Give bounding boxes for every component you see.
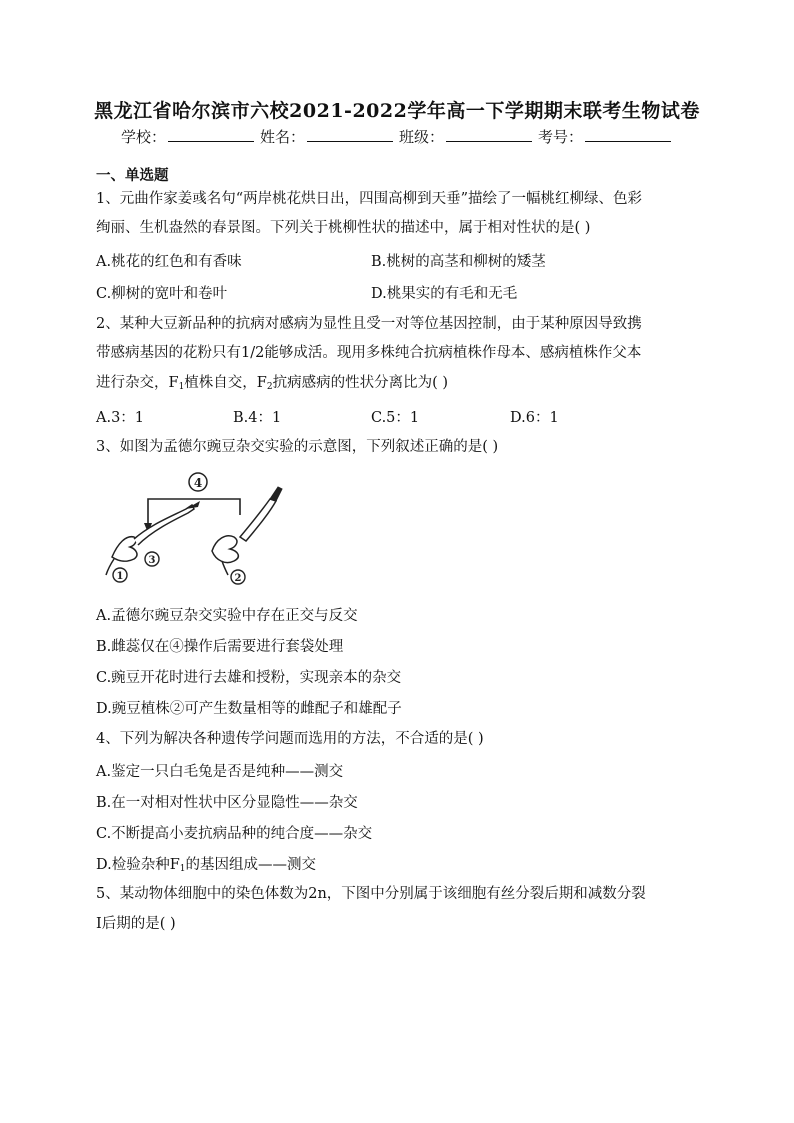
q2-line3-part1: 进行杂交，F xyxy=(96,375,179,391)
q3-option-a: A.孟德尔豌豆杂交实验中存在正交与反交 xyxy=(96,608,358,624)
right-brush xyxy=(240,499,276,541)
q2-subscript-2: 2 xyxy=(266,382,273,392)
class-blank[interactable] xyxy=(446,127,532,142)
q3-stem: 3、如图为孟德尔豌豆杂交实验的示意图，下列叙述正确的是( ) xyxy=(96,439,499,455)
q2-line3-part2: 植株自交，F xyxy=(184,375,267,391)
q3-option-c: C.豌豆开花时进行去雄和授粉，实现亲本的杂交 xyxy=(96,670,402,686)
left-flower xyxy=(112,537,137,561)
q4-option-a: A.鉴定一只白毛兔是否是纯种——测交 xyxy=(96,764,344,780)
right-brush-handle xyxy=(270,487,282,501)
section-title: 一、单选题 xyxy=(96,167,169,184)
figure-num-1: 1 xyxy=(116,571,124,582)
q1-option-a: A.桃花的红色和有香味 xyxy=(96,254,242,270)
q4-option-d-part1: D.检验杂种F xyxy=(96,857,180,873)
q4-subscript: 1 xyxy=(179,864,186,874)
q2-stem-line1: 2、某种大豆新品种的抗病对感病为显性且受一对等位基因控制，由于某种原因导致携 xyxy=(96,316,642,332)
q1-option-b: B.桃树的高茎和柳树的矮茎 xyxy=(371,254,546,270)
q1-option-d: D.桃果实的有毛和无毛 xyxy=(371,286,518,302)
left-tool xyxy=(134,505,194,545)
school-label: 学校： xyxy=(120,128,166,146)
q2-line3-part3: 抗病感病的性状分离比为( ) xyxy=(272,375,449,391)
q5-stem-line2: Ⅰ后期的是( ) xyxy=(96,916,176,932)
q4-stem: 4、下列为解决各种遗传学问题而选用的方法，不合适的是( ) xyxy=(96,731,484,747)
figure-num-3: 3 xyxy=(148,555,156,566)
student-info-row xyxy=(0,126,794,147)
number-label: 考号： xyxy=(538,128,584,146)
q4-option-d-part2: 的基因组成——测交 xyxy=(185,857,317,873)
q3-option-b: B.雌蕊仅在④操作后需要进行套袋处理 xyxy=(96,639,344,655)
name-blank[interactable] xyxy=(307,127,393,142)
name-label: 姓名： xyxy=(259,128,305,146)
q2-subscript-1: 1 xyxy=(178,382,185,392)
q4-option-c: C.不断提高小麦抗病品种的纯合度——杂交 xyxy=(96,826,373,842)
q1-stem-line1: 1、元曲作家姜彧名句“两岸桃花烘日出，四围高柳到天垂”描绘了一幅桃红柳绿、色彩 xyxy=(96,191,643,207)
q2-option-a: A.3：1 xyxy=(96,410,145,426)
q2-option-d: D.6：1 xyxy=(510,410,559,426)
number-blank[interactable] xyxy=(585,127,671,142)
q5-stem-line1: 5、某动物体细胞中的染色体数为2n，下图中分别属于该细胞有丝分裂后期和减数分裂 xyxy=(96,886,646,902)
q3-option-d: D.豌豆植株②可产生数量相等的雌配子和雄配子 xyxy=(96,701,402,717)
school-blank[interactable] xyxy=(168,127,254,142)
q1-option-c: C.柳树的宽叶和卷叶 xyxy=(96,286,228,302)
exam-title: 黑龙江省哈尔滨市六校2021-2022学年高一下学期期末联考生物试卷 xyxy=(94,100,700,122)
right-flower xyxy=(212,536,238,563)
q2-option-b: B.4：1 xyxy=(233,410,282,426)
q2-stem-line3 xyxy=(96,373,448,393)
q2-option-c: C.5：1 xyxy=(371,410,420,426)
q1-stem-line2: 绚丽、生机盎然的春景图。下列关于桃柳性状的描述中，属于相对性状的是( ) xyxy=(96,220,591,236)
q4-option-d xyxy=(96,853,316,874)
class-label: 班级： xyxy=(399,128,445,146)
q4-option-b: B.在一对相对性状中区分显隐性——杂交 xyxy=(96,795,358,811)
pea-cross-figure xyxy=(100,465,300,590)
q2-stem-line2: 带感病基因的花粉只有1/2能够成活。现用多株纯合抗病植株作母本、感病植株作父本 xyxy=(96,345,642,361)
figure-num-2: 2 xyxy=(234,573,242,584)
figure-num-4: 4 xyxy=(193,476,203,490)
